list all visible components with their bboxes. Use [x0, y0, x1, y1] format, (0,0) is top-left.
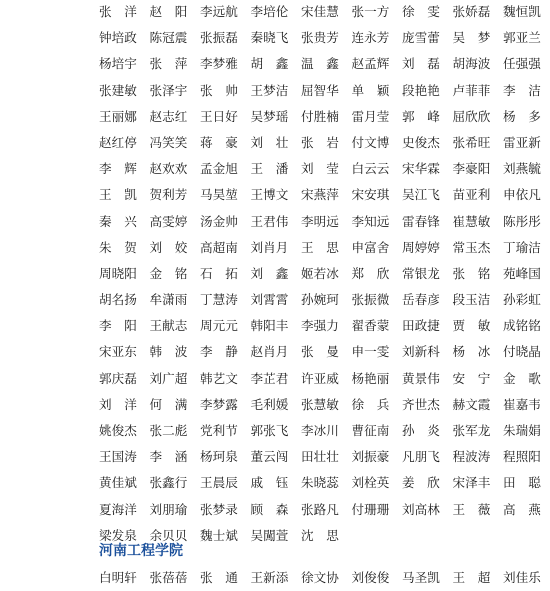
- name-entry: 刘栓英: [351, 475, 390, 491]
- name-entry: 王梦洁: [250, 82, 289, 98]
- name-entry: 白云云: [351, 161, 390, 177]
- name-entry: 宋华霖: [402, 161, 440, 177]
- name-entry: 高超南: [200, 239, 238, 255]
- name-entry: 姬若冰: [301, 265, 339, 281]
- name-list: [99, 0, 549, 548]
- name-entry: 崔嘉韦: [503, 396, 541, 412]
- name-entry: 韩艺文: [200, 370, 238, 386]
- name-entry: 周婷婷: [402, 239, 440, 255]
- name-row: [99, 312, 549, 338]
- name-entry: 吴闖萱: [250, 527, 289, 543]
- name-row: [99, 391, 549, 417]
- name-entry: 苑峰国: [503, 265, 541, 281]
- name-entry: 张 洋: [99, 4, 137, 19]
- name-entry: 党利节: [200, 423, 238, 438]
- name-entry: 陈彤彤: [503, 213, 541, 229]
- name-entry: 吴 梦: [452, 30, 491, 46]
- name-entry: 田 聪: [503, 475, 541, 491]
- name-entry: 张一方: [351, 4, 390, 19]
- name-entry: 胡名扬: [99, 292, 137, 308]
- name-entry: 张 铭: [452, 265, 491, 281]
- name-entry: 李 涵: [149, 449, 188, 465]
- name-entry: 刘 洋: [99, 396, 137, 412]
- name-entry: 李梦雅: [200, 56, 238, 72]
- name-entry: 郭亚兰: [503, 30, 541, 46]
- name-entry: 孟金旭: [200, 161, 238, 177]
- name-entry: 张娇磊: [452, 4, 491, 19]
- name-entry: 张二彪: [149, 423, 188, 438]
- name-row: [99, 24, 549, 50]
- name-entry: 宋安琪: [351, 187, 390, 203]
- name-row: [99, 129, 549, 155]
- name-entry: 单 颖: [351, 82, 390, 98]
- name-entry: 程波涛: [452, 449, 491, 465]
- name-entry: 宋泽丰: [452, 475, 491, 491]
- name-entry: 程照阳: [503, 449, 541, 465]
- name-entry: 成铭铭: [503, 318, 541, 334]
- name-entry: 张贵芳: [301, 30, 339, 46]
- name-entry: 牟潇雨: [149, 292, 188, 308]
- name-entry: 戚 钰: [250, 475, 289, 491]
- name-entry: 沈 思: [301, 527, 339, 543]
- name-entry: 张 萍: [149, 56, 188, 72]
- name-entry: 王晨辰: [200, 475, 238, 491]
- name-entry: 郭 峰: [402, 108, 440, 124]
- name-row: [99, 286, 549, 312]
- name-entry: 连永芳: [351, 30, 390, 46]
- name-entry: 庞雪蕾: [402, 30, 440, 46]
- name-entry: 张希旺: [452, 134, 491, 150]
- name-entry: 王献志: [149, 318, 188, 334]
- name-entry: 李梦露: [200, 396, 238, 412]
- name-entry: 李远航: [200, 4, 238, 19]
- name-entry: 岳春彦: [402, 292, 440, 308]
- name-entry: 贾 敏: [452, 318, 491, 334]
- name-entry: 顾 森: [250, 501, 289, 517]
- name-entry: 刘燕毓: [503, 161, 541, 177]
- name-entry: 钟培政: [99, 30, 137, 46]
- name-row: [99, 564, 549, 590]
- name-entry: 刘肖月: [250, 239, 289, 255]
- name-entry: 温 鑫: [301, 56, 339, 72]
- section-title: 河南工程学院: [99, 543, 183, 559]
- name-entry: 李 辉: [99, 161, 137, 177]
- name-entry: 刘佳乐: [503, 570, 541, 585]
- name-row: [99, 208, 549, 234]
- name-entry: 安 宁: [452, 370, 491, 386]
- name-entry: 李 洁: [503, 82, 541, 98]
- name-entry: 赵孟辉: [351, 56, 390, 72]
- name-entry: 贺利芳: [149, 187, 188, 203]
- name-entry: 王 思: [301, 239, 339, 255]
- name-entry: 任强强: [503, 56, 541, 72]
- name-entry: 刘霄霄: [250, 292, 289, 308]
- name-row: [99, 234, 549, 260]
- name-entry: 付胜楠: [301, 108, 339, 124]
- name-entry: 崔慧敏: [452, 213, 491, 229]
- name-entry: 魏恒凯: [503, 4, 541, 19]
- name-entry: 徐 雯: [402, 4, 440, 19]
- name-entry: 余贝贝: [149, 527, 188, 543]
- name-entry: 赵 阳: [149, 4, 188, 19]
- name-entry: 付珊珊: [351, 501, 390, 517]
- name-entry: 刘振豪: [351, 449, 390, 465]
- name-entry: 夏海洋: [99, 501, 137, 517]
- name-entry: 何 满: [149, 396, 188, 412]
- name-entry: 周晓阳: [99, 265, 137, 281]
- name-entry: 姚俊杰: [99, 423, 137, 438]
- name-entry: 胡 鑫: [250, 56, 289, 72]
- name-entry: 韩阳丰: [250, 318, 289, 334]
- name-entry: 宋燕萍: [301, 187, 339, 203]
- name-list-section-2: [99, 566, 549, 590]
- name-entry: 孙彩虹: [503, 292, 541, 308]
- name-entry: 段玉洁: [452, 292, 491, 308]
- name-entry: 秦晓飞: [250, 30, 289, 46]
- name-entry: 雷春锋: [402, 213, 440, 229]
- name-entry: 马圣凯: [402, 570, 440, 585]
- name-entry: 张慧敏: [301, 396, 339, 412]
- name-entry: 雷亚新: [503, 134, 541, 150]
- name-entry: 李豪阳: [452, 161, 491, 177]
- name-entry: 宋亚东: [99, 344, 137, 360]
- name-entry: 常玉杰: [452, 239, 491, 255]
- name-entry: 刘 莹: [301, 161, 339, 177]
- name-entry: 郭张飞: [250, 423, 289, 438]
- name-entry: 付文博: [351, 134, 390, 150]
- name-entry: 刘俊俊: [351, 570, 390, 585]
- name-entry: 姜 欣: [402, 475, 440, 491]
- name-entry: 杨珂泉: [200, 449, 238, 465]
- name-entry: 李培伦: [250, 4, 289, 19]
- name-entry: 张振磊: [200, 30, 238, 46]
- name-entry: 田政捷: [402, 318, 440, 334]
- name-entry: 王 凯: [99, 187, 137, 203]
- name-entry: 秦 兴: [99, 213, 137, 229]
- name-entry: 金 歌: [503, 370, 541, 386]
- name-entry: 刘 磊: [402, 56, 440, 72]
- name-entry: 魏士斌: [200, 527, 238, 543]
- name-entry: 马昊堃: [200, 187, 238, 203]
- name-entry: 丁瑜洁: [503, 239, 541, 255]
- name-entry: 丁慧涛: [200, 292, 238, 308]
- name-row: [99, 496, 549, 522]
- name-entry: 申依凡: [503, 187, 541, 203]
- name-entry: 刘新科: [402, 344, 440, 360]
- name-entry: 朱 贺: [99, 239, 137, 255]
- name-entry: 屈智华: [301, 82, 339, 98]
- name-row: [99, 417, 549, 443]
- name-entry: 李芷君: [250, 370, 289, 386]
- name-entry: 董云闯: [250, 449, 289, 465]
- name-entry: 高雯婷: [149, 213, 188, 229]
- name-entry: 吴江飞: [402, 187, 440, 203]
- name-entry: 刘高林: [402, 501, 440, 517]
- name-row: [99, 469, 549, 495]
- name-entry: 徐文协: [301, 570, 339, 585]
- name-entry: 雷月莹: [351, 108, 390, 124]
- name-entry: 刘 壮: [250, 134, 289, 150]
- name-row: [99, 77, 549, 103]
- name-entry: 高 燕: [503, 501, 541, 517]
- name-entry: 刘朋瑜: [149, 501, 188, 517]
- name-entry: 曹征南: [351, 423, 390, 438]
- name-entry: 杨 多: [503, 108, 541, 124]
- name-entry: 申富舍: [351, 239, 390, 255]
- name-entry: 张蓓蓓: [149, 570, 188, 585]
- name-row: [99, 0, 549, 24]
- name-entry: 王 潘: [250, 161, 289, 177]
- name-row: [99, 443, 549, 469]
- name-entry: 张 曼: [301, 344, 339, 360]
- name-entry: 张 帅: [200, 82, 238, 98]
- name-entry: 韩 波: [149, 344, 188, 360]
- name-entry: 张泽宇: [149, 82, 188, 98]
- name-row: [99, 50, 549, 76]
- name-row: [99, 181, 549, 207]
- name-entry: 张 通: [200, 570, 238, 585]
- name-entry: 赵红停: [99, 134, 137, 150]
- name-row: [99, 365, 549, 391]
- name-entry: 杨艳丽: [351, 370, 390, 386]
- name-entry: 王君伟: [250, 213, 289, 229]
- name-row: [99, 155, 549, 181]
- name-entry: 郑 欣: [351, 265, 390, 281]
- name-entry: 梁发泉: [99, 527, 137, 543]
- name-entry: 许亚威: [301, 370, 339, 386]
- name-entry: 蒋 豪: [200, 134, 238, 150]
- name-entry: 汤金帅: [200, 213, 238, 229]
- name-entry: 李强力: [301, 318, 339, 334]
- name-entry: 史俊杰: [402, 134, 440, 150]
- name-entry: 孙婉珂: [301, 292, 339, 308]
- name-entry: 屈欣欣: [452, 108, 491, 124]
- name-entry: 张梦录: [200, 501, 238, 517]
- name-entry: 金 铭: [149, 265, 188, 281]
- name-entry: 苗亚利: [452, 187, 491, 203]
- name-entry: 郭庆磊: [99, 370, 137, 386]
- name-entry: 刘广超: [149, 370, 188, 386]
- name-entry: 毛利媛: [250, 396, 289, 412]
- name-entry: 翟香蒙: [351, 318, 390, 334]
- name-entry: 李明远: [301, 213, 339, 229]
- name-entry: 付晓晶: [503, 344, 541, 360]
- name-entry: 张振微: [351, 292, 390, 308]
- name-entry: 张建敏: [99, 82, 137, 98]
- name-entry: 李 静: [200, 344, 238, 360]
- name-entry: 孙 炎: [402, 423, 440, 438]
- name-entry: 李知远: [351, 213, 390, 229]
- name-entry: 白明轩: [99, 570, 137, 585]
- name-entry: 常银龙: [402, 265, 440, 281]
- name-entry: 齐世杰: [402, 396, 440, 412]
- name-entry: 赵肖月: [250, 344, 289, 360]
- name-entry: 李 阳: [99, 318, 137, 334]
- name-entry: 胡海波: [452, 56, 491, 72]
- name-entry: 徐 兵: [351, 396, 390, 412]
- name-entry: 赵志红: [149, 108, 188, 124]
- name-entry: 段艳艳: [402, 82, 440, 98]
- name-entry: 卢菲菲: [452, 82, 491, 98]
- name-entry: 吴梦瑶: [250, 108, 289, 124]
- name-entry: 王新添: [250, 570, 289, 585]
- name-entry: 张军龙: [452, 423, 491, 438]
- name-entry: 王国涛: [99, 449, 137, 465]
- name-entry: 张 岩: [301, 134, 339, 150]
- name-row: [99, 103, 549, 129]
- name-entry: 陈冠震: [149, 30, 188, 46]
- name-entry: 王日好: [200, 108, 238, 124]
- name-entry: 田壮壮: [301, 449, 339, 465]
- name-entry: 冯笑笑: [149, 134, 188, 150]
- name-entry: 石 拓: [200, 265, 238, 281]
- name-entry: 王博文: [250, 187, 289, 203]
- name-entry: 赵欢欢: [149, 161, 188, 177]
- name-entry: 黄佳斌: [99, 475, 137, 491]
- name-entry: 朱瑞娟: [503, 423, 541, 438]
- name-entry: 杨 冰: [452, 344, 491, 360]
- name-entry: 申一雯: [351, 344, 390, 360]
- name-entry: 朱晓蕊: [301, 475, 339, 491]
- name-entry: 王丽娜: [99, 108, 137, 124]
- name-entry: 宋佳慧: [301, 4, 339, 19]
- name-entry: 黄景伟: [402, 370, 440, 386]
- name-row: [99, 338, 549, 364]
- name-entry: 张鑫行: [149, 475, 188, 491]
- name-entry: 李冰川: [301, 423, 339, 438]
- name-entry: 刘 鑫: [250, 265, 289, 281]
- name-entry: 张路凡: [301, 501, 339, 517]
- name-entry: 杨培宇: [99, 56, 137, 72]
- name-entry: 凡朋飞: [402, 449, 440, 465]
- name-entry: 刘 姣: [149, 239, 188, 255]
- name-entry: 赫文霞: [452, 396, 491, 412]
- name-entry: 王 薇: [452, 501, 491, 517]
- name-entry: 王 超: [452, 570, 491, 585]
- name-entry: 周元元: [200, 318, 238, 334]
- name-row: [99, 260, 549, 286]
